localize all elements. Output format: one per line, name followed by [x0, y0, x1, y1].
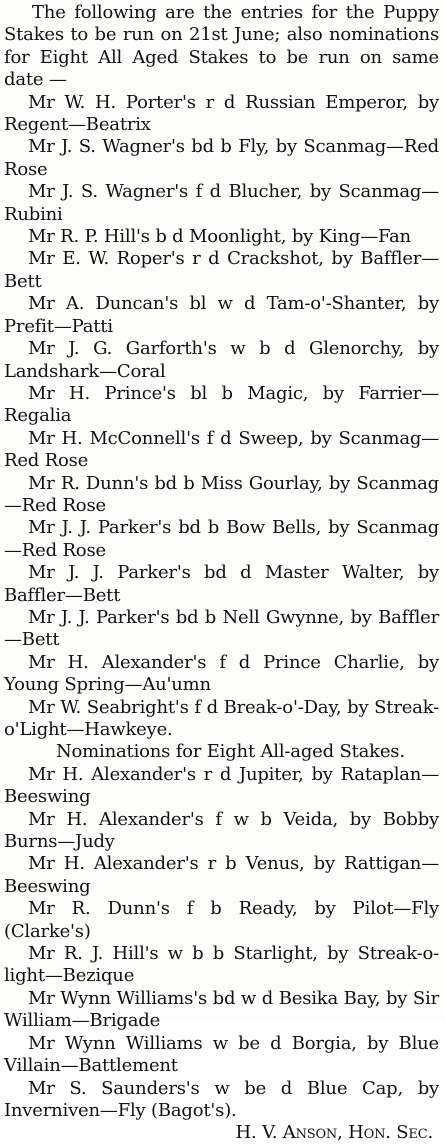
list-item: Mr J. J. Parker's bd d Master Walter, by Baffler—Bett — [4, 562, 439, 606]
list-item: Mr S. Saunders's w be d Blue Cap, by Inverniven—Fly (Bagot's). — [4, 1077, 439, 1121]
list-item: Mr W. H. Porter's r d Russian Emperor, by Regent—Beatrix — [4, 91, 439, 136]
list-item: Mr R. Dunn's bd b Miss Gourlay, by Scanmag—Red Rose — [4, 472, 439, 516]
all-aged-entries — [4, 764, 439, 1123]
list-item: Mr R. J. Hill's w b b Starlight, by Streak-o-light—Bezique — [4, 943, 439, 987]
list-item: Mr J. G. Garforth's w b d Glenorchy, by Landshark—Coral — [4, 338, 439, 382]
all-aged-heading: Nominations for Eight All-aged Stakes. — [56, 741, 405, 763]
list-item: Mr E. W. Roper's r d Crackshot, by Baffler—Bett — [4, 248, 439, 292]
list-item: Mr J. J. Parker's bd b Nell Gwynne, by Baffler—Bett — [4, 606, 439, 651]
list-item: Mr H. Prince's bl b Magic, by Farrier—Regalia — [4, 382, 439, 427]
list-item: Mr H. Alexander's f w b Veida, by Bobby Burns—Judy — [4, 808, 439, 853]
list-item: Mr J. S. Wagner's f d Blucher, by Scanmag—Rubini — [4, 181, 439, 225]
signature: H. V. Anson, Hon. Sec. — [235, 1122, 433, 1144]
list-item: Mr R. Dunn's f b Ready, by Pilot—Fly (Clarke's) — [4, 898, 439, 942]
puppy-stakes-entries — [4, 92, 439, 742]
list-item: Mr W. Seabright's f d Break-o'-Day, by Streak-o'Light—Hawkeye. — [4, 696, 439, 740]
list-item: Mr J. J. Parker's bd b Bow Bells, by Scanmag—Red Rose — [4, 517, 439, 561]
list-item: Mr R. P. Hill's b d Moonlight, by King—Fan — [28, 226, 411, 248]
intro-paragraph: The following are the entries for the Puppy Stakes to be run on 21st June; also nominations for Eight All Aged Stakes to be run on same date — — [4, 2, 439, 91]
list-item: Mr J. S. Wagner's bd b Fly, by Scanmag—Red Rose — [4, 136, 439, 180]
list-item: Mr Wynn Williams w be d Borgia, by Blue Villain—Battlement — [4, 1032, 439, 1077]
list-item: Mr H. Alexander's f d Prince Charlie, by Young Spring—Au'umn — [4, 651, 439, 696]
list-item: Mr A. Duncan's bl w d Tam-o'-Shanter, by Prefit—Patti — [4, 293, 439, 337]
list-item: Mr H. Alexander's r d Jupiter, by Rataplan—Beeswing — [4, 763, 439, 808]
list-item: Mr Wynn Williams's bd w d Besika Bay, by Sir William—Brigade — [4, 987, 439, 1032]
list-item: Mr H. McConnell's f d Sweep, by Scanmag—Red Rose — [4, 427, 439, 472]
list-item: Mr H. Alexander's r b Venus, by Rattigan—Beeswing — [4, 853, 439, 897]
